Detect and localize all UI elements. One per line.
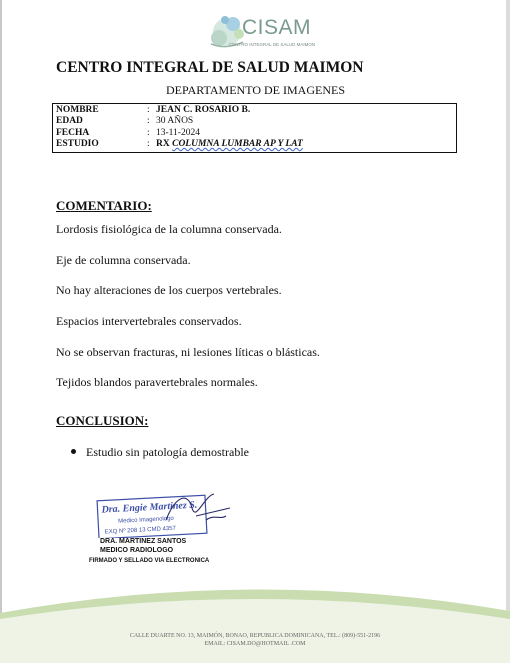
comentario-line: No hay alteraciones de los cuerpos vertebrales.: [56, 283, 282, 297]
bullet-icon: [71, 449, 76, 454]
footer-address: CALLE DUARTE NO. 13, MAIMÓN, BONAO, REPUBLICA DOMINICANA, TEL.: (809)-551-2196: [129, 633, 381, 639]
comentario-heading: COMENTARIO:: [56, 198, 152, 213]
page-right-edge: [506, 0, 510, 663]
conclusion-heading: CONCLUSION:: [56, 413, 149, 428]
logo-subtitle: CENTRO INTEGRAL DE SALUD MAIMON: [229, 42, 316, 47]
page-title: CENTRO INTEGRAL DE SALUD MAIMON: [56, 59, 364, 76]
svg-text:Medico Imagenologo: Medico Imagenologo: [118, 515, 174, 525]
study-prefix: RX: [156, 139, 170, 149]
comentario-line: Eje de columna conservada.: [56, 253, 191, 267]
footer-wave-decoration: [0, 585, 510, 663]
signer-name: DRA. MARTINEZ SANTOS: [100, 538, 187, 545]
signer-role: MEDICO RADIOLOGO: [100, 547, 174, 554]
page-left-edge: [0, 0, 2, 663]
department-name: DEPARTAMENTO DE IMAGENES: [166, 83, 345, 97]
patient-info-box: NOMBRE : JEAN C. ROSARIO B. EDAD : 30 AÑOS FECHA : 13-11-2024 ESTUDIO : RX COLUMNA LUMBAR AP Y LAT: [52, 103, 457, 153]
comentario-line: No se observan fracturas, ni lesiones líticas o blásticas.: [56, 345, 320, 359]
study-name: COLUMNA LUMBAR AP Y LAT: [172, 139, 303, 149]
signature-note: FIRMADO Y SELLADO VIA ELECTRONICA: [89, 558, 210, 564]
conclusion-item: Estudio sin patología demostrable: [86, 445, 249, 459]
svg-text:Dra. Engie Martinez S.: Dra. Engie Martinez S.: [101, 499, 198, 516]
comentario-line: Tejidos blandos paravertebrales normales.: [56, 375, 258, 389]
comentario-line: Espacios intervertebrales conservados.: [56, 314, 242, 328]
signature-stamp-icon: [96, 490, 236, 538]
comentario-line: Lordosis fisiológica de la columna conservada.: [56, 222, 282, 236]
patient-age: 30 AÑOS: [156, 116, 194, 126]
patient-name: JEAN C. ROSARIO B.: [156, 105, 251, 115]
footer-email: EMAIL: CISAM.DO@HOTMAIL .COM: [204, 641, 306, 647]
logo-text: CISAM: [242, 16, 312, 39]
svg-text:EXQ Nº 208 13 CMD 4357: EXQ Nº 208 13 CMD 4357: [104, 525, 177, 536]
study-date: 13-11-2024: [156, 128, 200, 138]
